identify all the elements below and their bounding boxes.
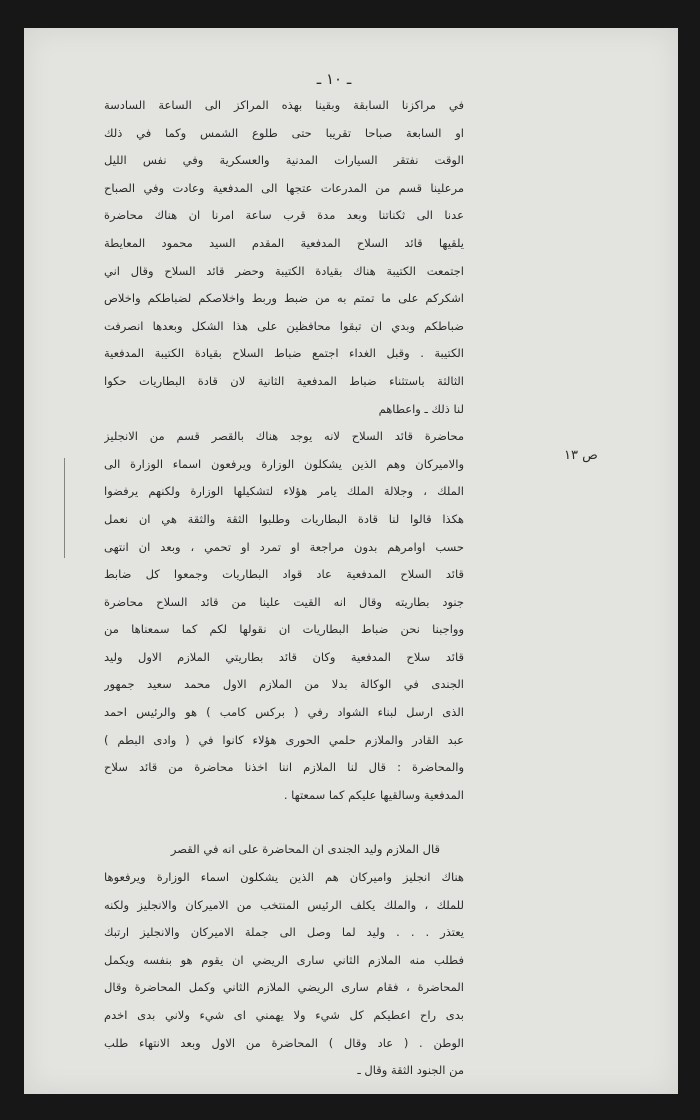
text-line: الوقت نفتقر السيارات المدنية والعسكرية وفي نفس الليل xyxy=(104,153,464,168)
paragraph-3 xyxy=(104,836,464,1084)
text-line: ضباطكم وبدي ان تبقوا محافظين على هذا الشكل وبعدها انصرفت xyxy=(104,318,464,333)
text-line: لنا ذلك ـ واعطاهم xyxy=(378,401,464,416)
text-line: جنود بطاريته وقال انه القيت علينا من قائد السلاح محاضرة xyxy=(104,594,464,609)
text-line: اجتمعت الكتيبة هناك بقيادة الكتيبة وحضر قائد السلاح وقال اني xyxy=(104,263,464,278)
text-line: اشكركم على ما تمتم به من ضبط وربط واخلاصكم لضباطكم واخلاص xyxy=(104,291,464,306)
text-line: مرعلينا قسم من المدرعات عتجها الى المدفعية وعادت وفي الصباح xyxy=(104,180,464,195)
text-line: والمحاضرة : قال لنا الملازم اننا اخذنا محاضرة من قائد سلاح xyxy=(104,760,464,775)
text-line: قائد السلاح المدفعية عاد قواد البطاريات وجمعوا كل ضابط xyxy=(104,567,464,582)
text-line: الملك ، وجلالة الملك يامر هؤلاء لتشكيلها الوزارة ولكنهم يرفضوا xyxy=(104,484,464,499)
document-body xyxy=(104,92,464,1085)
margin-pen-mark xyxy=(64,458,67,558)
text-line: عدنا الى ثكناتنا وبعد مدة قرب ساعة امرنا ان هناك محاضرة xyxy=(104,208,464,223)
paragraph-2 xyxy=(104,423,464,809)
text-line: يلقيها قائد السلاح المدفعية المقدم السيد محمود المعايطة xyxy=(104,235,464,250)
margin-page-reference: ص ١٣ xyxy=(564,448,598,463)
text-line: الذى ارسل لبناء الشواد رفي ( بركس كامب ) هو والرئيس احمد xyxy=(104,705,464,720)
page-number: ـ ١٠ ـ xyxy=(316,70,352,88)
text-line: عبد القادر والملازم حلمي الحورى هؤلاء كانوا في ( وادى البطم ) xyxy=(104,732,464,747)
text-line: وواجبنا نحن ضباط البطاريات ان نقولها لكم كما سمعناها من xyxy=(104,622,464,637)
paragraph-gap xyxy=(104,809,464,836)
text-line: في مراكزنا السابقة وبقينا بهذه المراكز الى الساعة السادسة xyxy=(104,98,464,112)
text-line: فطلب منه الملازم الثاني سارى الريضي ان يقوم هو بنفسه ويكمل xyxy=(104,952,464,967)
text-line: هناك انجليز واميركان هم الذين يشكلون اسماء الوزارة ويرفعوها xyxy=(104,870,464,885)
document-page xyxy=(24,28,678,1094)
text-line: المحاضرة ، فقام سارى الريضي الملازم الثاني وكمل المحاضرة وقال xyxy=(104,980,464,995)
paragraph-1 xyxy=(104,92,464,423)
text-line: الكتيبة . وقبل الغداء اجتمع ضباط السلاح بقيادة الكتيبة المدفعية xyxy=(104,346,464,361)
text-line: الوطن . ( عاد وقال ) المحاضرة من الاول وبعد الانتهاء طلب xyxy=(104,1035,464,1050)
text-line: يعتذر . . . وليد لما وصل الى جملة الاميركان والانجليز ارتبك xyxy=(104,925,464,940)
text-line: محاضرة قائد السلاح لانه يوجد هناك بالقصر قسم من الانجليز xyxy=(104,429,464,444)
text-line: هكذا قالوا لنا قادة البطاريات وطلبوا الثقة والثقة هي ان نعمل xyxy=(104,511,464,526)
text-line: والاميركان وهم الذين يشكلون الوزارة ويرفعون اسماء الوزارة الى xyxy=(104,456,464,471)
text-line: بدى راح اعطيكم كل شيء ولا يهمني اى شيء ولاني بدى اخدم xyxy=(104,1008,464,1022)
text-line: المدفعية وسالقيها عليكم كما سمعتها . xyxy=(283,787,464,802)
text-line: قائد سلاح المدفعية وكان قائد بطاريتي الملازم الاول وليد xyxy=(104,649,464,664)
text-line: قال الملازم وليد الجندى ان المحاضرة على انه في القصر xyxy=(170,842,440,857)
text-line: او السابعة صباحا تقريبا حتى طلوع الشمس وكما في ذلك xyxy=(104,125,464,140)
text-line: الثالثة باستثناء ضباط المدفعية الثانية لان قادة البطاريات حكوا xyxy=(104,373,464,388)
text-line: الجندى في الوكالة بدلا من الملازم الاول محمد سعيد جمهور xyxy=(104,677,464,692)
text-line: حسب اوامرهم بدون مراجعة او تمرد او تحمي ، وبعد ان انتهى xyxy=(104,539,464,554)
text-line: من الجنود الثقة وقال ـ xyxy=(357,1063,464,1078)
text-line: للملك ، والملك يكلف الرئيس المنتخب من الاميركان والانجليز ولكنه xyxy=(104,897,464,912)
